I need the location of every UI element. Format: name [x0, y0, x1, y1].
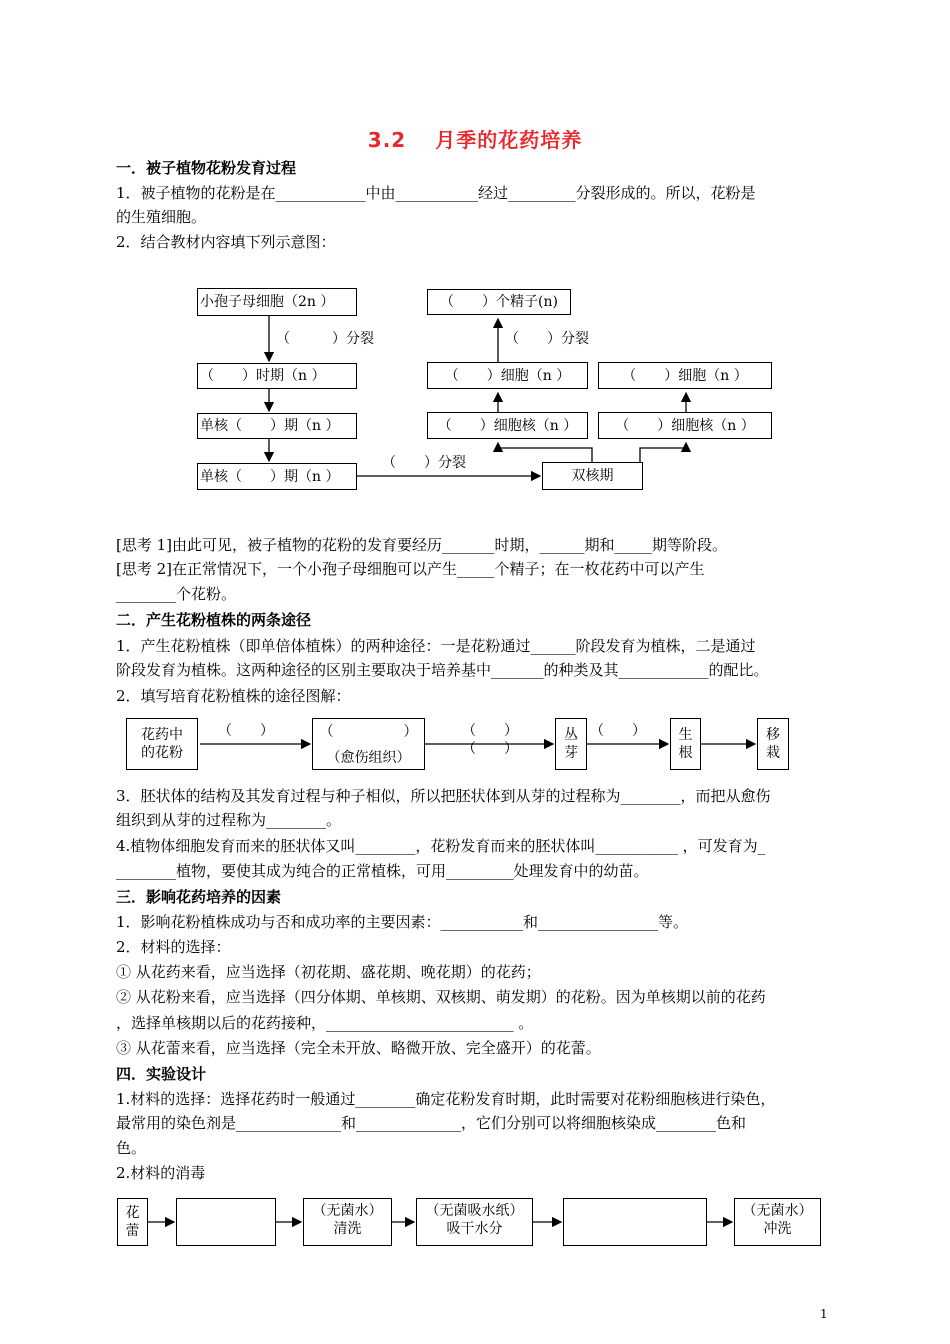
- s3-p4b: ，选择单核期以后的花药接种，_________________________ 。: [116, 1014, 534, 1032]
- s1-p1a: 1．被子植物的花粉是在____________中由___________经过_________分裂形成的。所以，花粉是: [116, 184, 756, 202]
- s4-p1c: 色。: [116, 1139, 147, 1157]
- label-division-1: （ ）分裂: [276, 331, 374, 347]
- callus-bottom: （愈伤组织）: [326, 750, 411, 766]
- box-blank-2: [563, 1198, 707, 1246]
- arrow3-label: （ ）: [590, 723, 646, 739]
- section-3-heading: 三．影响花药培养的因素: [116, 888, 282, 906]
- rinse-top: （无菌水）: [312, 1203, 383, 1219]
- box-tetrad-stage: （ ）时期（n ）: [197, 363, 357, 389]
- section-1-heading: 一．被子植物花粉发育过程: [116, 159, 297, 177]
- think-1: [思考 1]由此可见，被子植物的花粉的发育要经历_______时期，______期和_____期等阶段。: [116, 536, 728, 554]
- box-cell-left: （ ）细胞（n ）: [427, 362, 588, 389]
- box-callus: [312, 718, 425, 770]
- callus-top: （ ）: [319, 724, 418, 740]
- box-blank-1: [176, 1198, 276, 1246]
- arrow2-bottom-label: （ ）: [462, 741, 518, 757]
- s2-p3a: 3．胚状体的结构及其发育过程与种子相似，所以把胚状体到从芽的过程称为________，而把从愈伤: [116, 787, 771, 805]
- s2-p3b: 组织到从芽的过程称为________。: [116, 811, 342, 829]
- s2-p1a: 1．产生花粉植株（即单倍体植株）的两种途径：一是花粉通过______阶段发育为植株，二是通过: [116, 637, 756, 655]
- page-title: 3.2 月季的花药培养: [367, 128, 583, 152]
- s4-p2: 2.材料的消毒: [116, 1164, 206, 1182]
- flush-top: （无菌水）: [742, 1203, 813, 1219]
- box-nucleus-left: （ ）细胞核（n ）: [427, 412, 588, 439]
- page-number: 1: [820, 1307, 828, 1321]
- box-transplant: 移 栽: [757, 718, 789, 770]
- s1-p2: 2．结合教材内容填下列示意图：: [116, 233, 336, 251]
- think-2b: ________个花粉。: [116, 585, 237, 603]
- box-anther-pollen: 花药中 的花粉: [126, 718, 198, 770]
- blot-top: （无菌吸水纸）: [425, 1203, 524, 1219]
- box-bud-cluster: 丛 芽: [555, 718, 587, 770]
- s1-p1b: 的生殖细胞。: [116, 208, 207, 226]
- s3-p5: ③ 从花蕾来看，应当选择（完全未开放、略微开放、完全盛开）的花蕾。: [116, 1039, 601, 1057]
- rinse-bottom: 清洗: [333, 1221, 362, 1237]
- s2-p2: 2．填写培育花粉植株的途径图解：: [116, 687, 351, 705]
- s3-p1: 1．影响花粉植株成功与否和成功率的主要因素：___________和________________等。: [116, 913, 689, 931]
- blot-bottom: 吸干水分: [446, 1221, 503, 1237]
- box-uninucleate-2: 单核（ ）期（n ）: [197, 463, 357, 490]
- box-microspore-mother-cell: 小孢子母细胞（2n ）: [197, 288, 357, 316]
- s2-p1b: 阶段发育为植株。这两种途径的区别主要取决于培养基中_______的种类及其____________的配比。: [116, 661, 769, 679]
- box-flush: [734, 1198, 821, 1246]
- flush-bottom: 冲洗: [763, 1221, 792, 1237]
- s2-p4b: ________植物，要使其成为纯合的正常植株，可用_________处理发育中的幼苗。: [116, 862, 649, 880]
- think-2a: [思考 2]在正常情况下，一个小孢子母细胞可以产生_____个精子；在一枚花药中可以产生: [116, 560, 705, 578]
- s3-p2: 2．材料的选择：: [116, 938, 231, 956]
- s2-p4a: 4.植物体细胞发育而来的胚状体又叫________，花粉发育而来的胚状体叫___________ ，可发育为_: [116, 837, 766, 855]
- s4-p1a: 1.材料的选择：选择花药时一般通过________确定花粉发育时期，此时需要对花粉细胞核进行染色，: [116, 1090, 776, 1108]
- label-division-3: （ ）分裂: [382, 455, 466, 471]
- box-cell-right: （ ）细胞（n ）: [598, 362, 772, 389]
- box-sperm: （ ）个精子(n): [427, 289, 571, 315]
- arrow1-label: （ ）: [218, 723, 274, 739]
- box-rinse: [303, 1198, 392, 1246]
- box-uninucleate-1: 单核（ ）期（n ）: [197, 413, 357, 439]
- s3-p4a: ② 从花粉来看，应当选择（四分体期、单核期、双核期、萌发期）的花粉。因为单核期以前的花药: [116, 988, 766, 1006]
- label-division-2: （ ）分裂: [505, 331, 589, 347]
- box-rooting: 生 根: [670, 718, 701, 770]
- s4-p1b: 最常用的染色剂是______________和______________，它们分别可以将细胞核染成________色和: [116, 1114, 747, 1132]
- box-nucleus-right: （ ）细胞核（n ）: [598, 412, 772, 439]
- s3-p3: ① 从花药来看，应当选择（初花期、盛花期、晚花期）的花药；: [116, 963, 541, 981]
- box-flower-bud: 花 蕾: [117, 1198, 148, 1246]
- section-2-heading: 二．产生花粉植株的两条途径: [116, 611, 312, 629]
- arrow2-top-label: （ ）: [462, 723, 518, 739]
- section-4-heading: 四．实验设计: [116, 1065, 207, 1083]
- box-blot-dry: [416, 1198, 533, 1246]
- box-binucleate: 双核期: [542, 462, 643, 490]
